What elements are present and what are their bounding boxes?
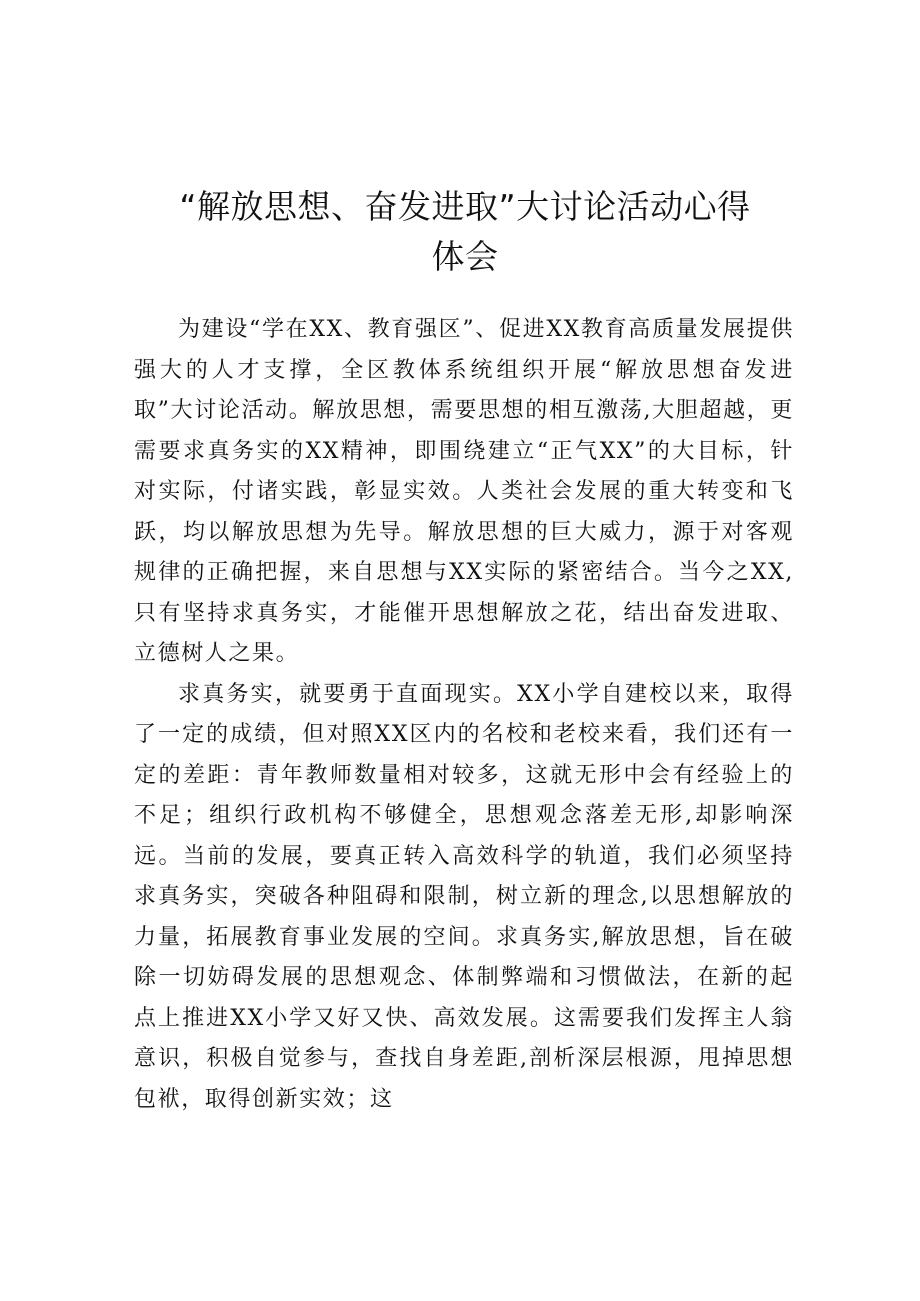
paragraph-2: 求真务实，就要勇于直面现实。XX小学自建校以来，取得了一定的成绩，但对照XX区内的名校和老校来看，我们还有一定的差距：青年教师数量相对较多，这就无形中会有经验上的不足；组织行政机构不够健全，思想观念落差无形,却影响深远。当前的发展，要真正转入高效科学的轨道，我们必须坚持求真务实，突破各种阻碍和限制，树立新的理念,以思想解放的力量，拓展教育事业发展的空间。求真务实,解放思想，旨在破除一切妨碍发展的思想观念、体制弊端和习惯做法，在新的起点上推进XX小学又好又快、高效发展。这需要我们发挥主人翁意识，积极自觉参与，查找自身差距,剖析深层根源，甩掉思想包袱，取得创新实效；这 bbox=[134, 681, 794, 1112]
title-line-1: “解放思想、奋发进取”大讨论活动心得 bbox=[179, 187, 751, 227]
document-title bbox=[120, 182, 810, 282]
title-line-2: 体会 bbox=[431, 237, 499, 277]
paragraph-1: 为建设“学在XX、教育强区”、促进XX教育高质量发展提供强大的人才支撑，全区教体系统组织开展“解放思想奋发进取”大讨论活动。解放思想，需要思想的相互激荡,大胆超越，更需要求真务实的XX精神，即围绕建立“正气XX”的大目标，针对实际，付诸实践，彰显实效。人类社会发展的重大转变和飞跃，均以解放思想为先导。解放思想的巨大威力，源于对客观规律的正确把握，来自思想与XX实际的紧密结合。当今之XX,只有坚持求真务实，才能催开思想解放之花，结出奋发进取、立德树人之果。 bbox=[134, 317, 794, 666]
document-body bbox=[134, 310, 794, 1120]
